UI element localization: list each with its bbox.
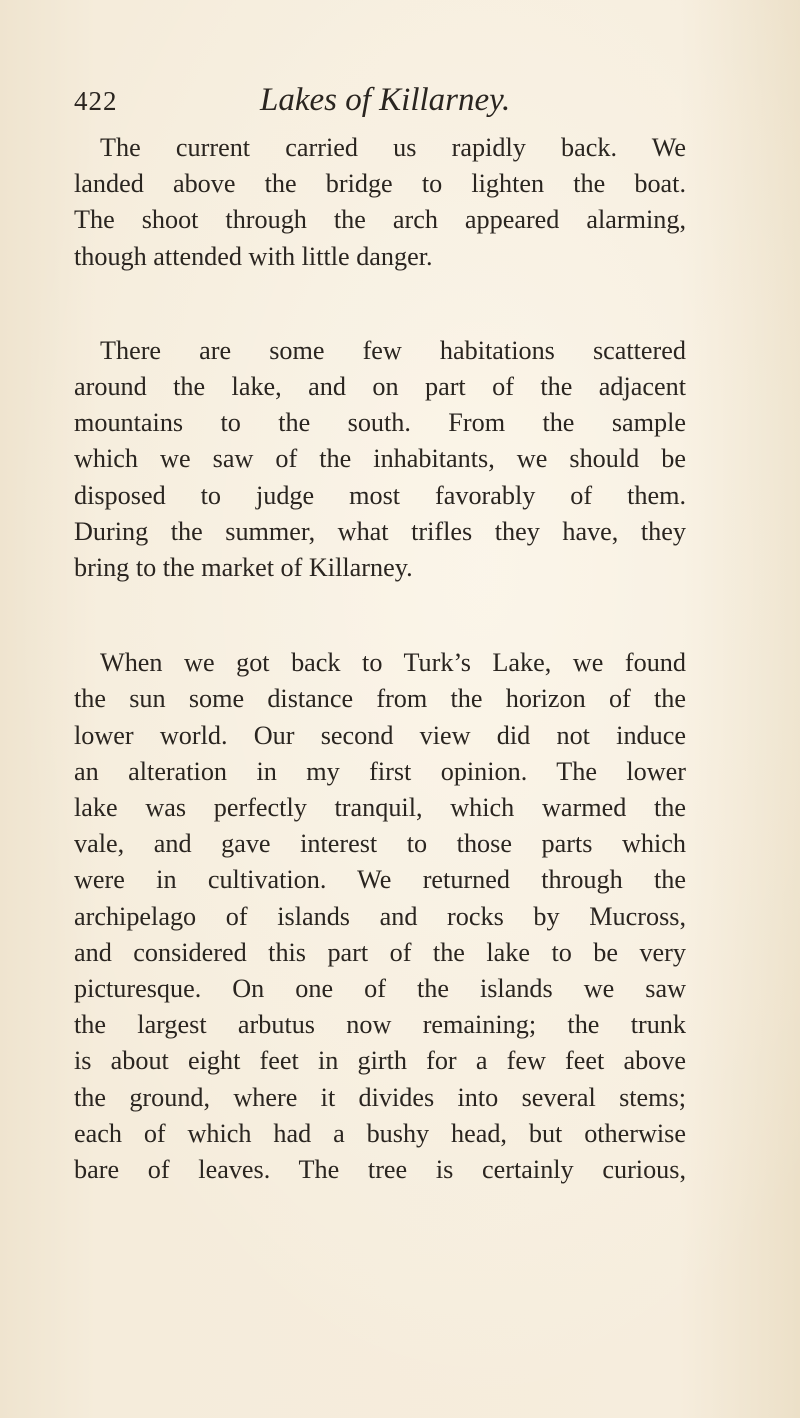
text-line: picturesque. On one of the islands we saw [74, 974, 686, 1004]
text-line: lake was perfectly tranquil, which warmed the [74, 793, 686, 823]
text-line: There are some few habitations scattered [100, 335, 686, 365]
text-line: The shoot through the arch appeared alarming, [74, 205, 686, 235]
text-line: and considered this part of the lake to be very [74, 937, 686, 967]
text-line: each of which had a bushy head, but otherwise [74, 1118, 686, 1148]
text-line: the sun some distance from the horizon of the [74, 684, 686, 714]
text-line: bring to the market of Killarney. [74, 553, 413, 583]
text-line: an alteration in my first opinion. The lower [74, 756, 686, 786]
text-line: vale, and gave interest to those parts which [74, 829, 686, 859]
running-title: Lakes of Killarney. [260, 82, 511, 118]
paragraph-3 [74, 645, 686, 1188]
text-line: The current carried us rapidly back. We [100, 133, 686, 162]
text-line: During the summer, what trifles they have, they [74, 516, 686, 546]
paragraph-spacer [74, 275, 686, 333]
text-line: disposed to judge most favorably of them. [74, 480, 686, 510]
text-line: archipelago of islands and rocks by Mucross, [74, 901, 686, 931]
text-line: around the lake, and on part of the adjacent [74, 372, 686, 402]
text-line: lower world. Our second view did not induce [74, 720, 686, 750]
text-line: though attended with little danger. [74, 241, 433, 271]
text-line: is about eight feet in girth for a few feet above [74, 1046, 686, 1076]
text-line: were in cultivation. We returned through the [74, 865, 686, 895]
page-header [74, 78, 734, 126]
paragraph-2 [74, 333, 686, 586]
paragraph-spacer [74, 586, 686, 645]
text-line: landed above the bridge to lighten the boat. [74, 169, 686, 199]
page-number: 422 [74, 86, 118, 116]
text-line: When we got back to Turk’s Lake, we found [100, 648, 686, 678]
paragraph-1 [74, 130, 686, 275]
text-line: the ground, where it divides into several stems; [74, 1082, 686, 1112]
body-text [74, 130, 686, 1188]
text-line: the largest arbutus now remaining; the trunk [74, 1010, 686, 1040]
text-line: mountains to the south. From the sample [74, 408, 686, 438]
text-line: bare of leaves. The tree is certainly curious, [74, 1155, 686, 1185]
text-line: which we saw of the inhabitants, we should be [74, 444, 686, 474]
